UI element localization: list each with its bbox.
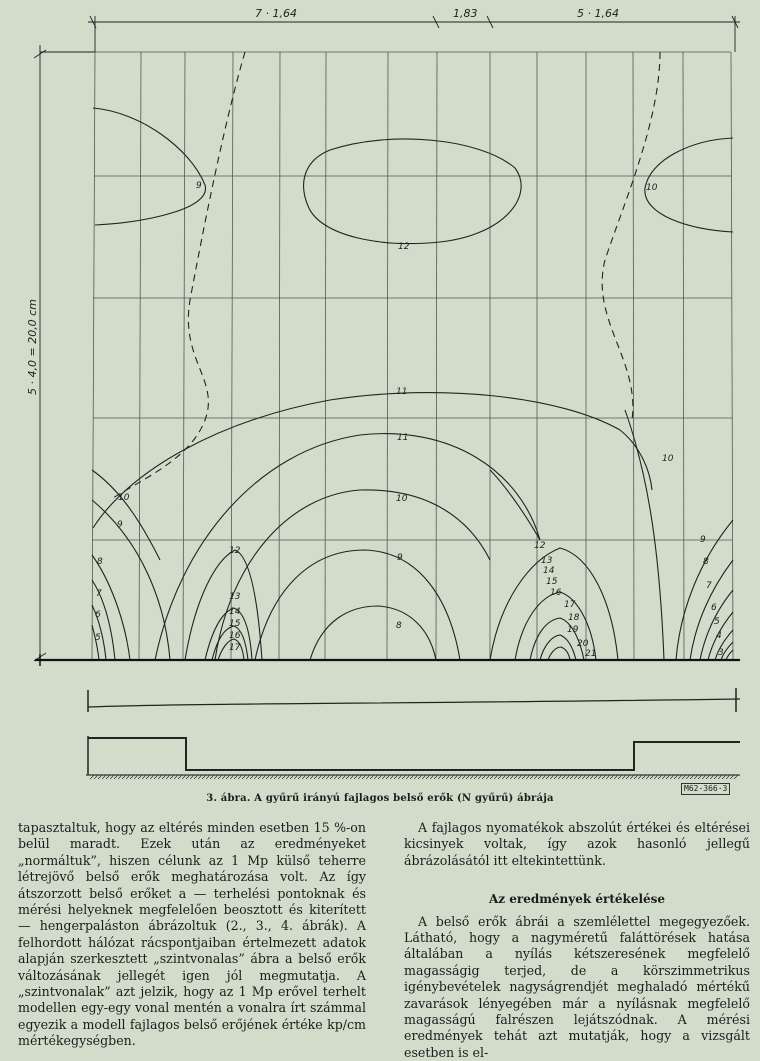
ground-hatching	[86, 775, 740, 779]
contour-label: 6	[711, 603, 717, 613]
dimension-height: 5 · 4,0 = 20,0 cm	[26, 299, 39, 395]
contour-label: 10	[646, 183, 658, 193]
contour-label: 16	[550, 588, 562, 598]
contour-label: 3	[718, 648, 724, 658]
contour-label: 4	[716, 631, 722, 641]
contour-label: 12	[398, 242, 410, 252]
body-paragraph: A belső erők ábrái a szemlélettel megegyezőek. Látható, hogy a nagyméretű faláttörések hatása általában a nyílás kétszeresének megfelelő magasságig terjed, de a körszimmetrikus igénybevételek nagyságrendjét meghaladó mértékű zavarások lényegében már a nyílásnak megfelelő magasságú falrészen lejátszódnak. A mérési eredmények tehát azt mutatják, hogy a vizsgált esetben is el-	[404, 913, 750, 1060]
dimension-middle: 1,83	[453, 7, 478, 20]
contour-label: 13	[229, 592, 241, 602]
contour-label: 10	[396, 494, 408, 504]
text-column-left	[18, 820, 366, 1050]
contour-label: 8	[396, 621, 402, 631]
contour-label: 5	[714, 617, 720, 627]
contour-label: 10	[118, 493, 130, 503]
contour-label: 13	[541, 556, 553, 566]
contour-label: 14	[229, 607, 241, 617]
figure-caption: 3. ábra. A gyűrű irányú fajlagos belső erők (N gyűrű) ábrája	[206, 793, 554, 804]
contour-label: 6	[95, 610, 101, 620]
body-paragraph: tapasztaltuk, hogy az eltérés minden esetben 15 %-on belül maradt. Ezek után az eredményeket „normáltuk”, hiszen célunk az 1 Mp külső teherre létrejövő belső erők meghatározása volt. Az így átszorzott belső erőket a — terhelési pontoknak és mérési helyeknek megfelelően beosztott és kiterített — hengerpaláston ábrázoltuk (2., 3., 4. ábrák). A felhordott hálózat rácspontjaiban értelmezett adatok alapján szerkesztett „szintvonalas” ábra a belső erők változásának jellegét igen jól megmutatja. A „szintvonalak” azt jelzik, hogy az 1 Mp erővel terhelt modellen egy-egy vonal mentén a vonalra írt számmal egyezik a modell fajlagos belső erőjének értéke kp/cm mértékegységben.	[18, 820, 366, 1049]
contour-label: 12	[229, 546, 241, 556]
dimension-left: 7 · 1,64	[255, 7, 297, 20]
contour-label: 14	[543, 566, 555, 576]
contour-label: 12	[534, 541, 546, 551]
contour-label: 15	[229, 619, 241, 629]
dimension-right: 5 · 1,64	[577, 7, 619, 20]
contour-label: 7	[96, 589, 102, 599]
dashed-lines	[110, 52, 660, 500]
contour-label: 10	[662, 454, 674, 464]
contour-label: 5	[95, 633, 101, 643]
contour-label: 9	[700, 535, 706, 545]
contour-label: 18	[568, 613, 580, 623]
contour-label: 20	[577, 639, 589, 649]
contour-label: 17	[564, 600, 576, 610]
contour-label: 17	[229, 643, 241, 653]
contour-lines	[92, 108, 733, 660]
model-cross-section	[88, 688, 740, 775]
contour-label: 19	[567, 625, 579, 635]
contour-label: 16	[229, 631, 241, 641]
contour-label: 7	[706, 581, 712, 591]
contour-label: 11	[397, 433, 409, 443]
text-column-right	[404, 820, 750, 1061]
contour-label: 11	[396, 387, 408, 397]
section-heading: Az eredmények értékelése	[488, 892, 666, 907]
contour-label: 9	[196, 181, 202, 191]
contour-label: 8	[97, 557, 103, 567]
contour-label: 8	[703, 557, 709, 567]
contour-label: 9	[397, 553, 403, 563]
figure-stamp: M62-366·3	[681, 783, 730, 795]
contour-label: 21	[585, 649, 597, 659]
contour-label: 9	[117, 520, 123, 530]
grid	[92, 52, 733, 660]
body-paragraph: A fajlagos nyomatékok abszolút értékei és eltérései kicsinyek voltak, így azok hasonló jellegű ábrázolásától itt eltekintettünk.	[404, 820, 750, 868]
contour-label: 15	[546, 577, 558, 587]
